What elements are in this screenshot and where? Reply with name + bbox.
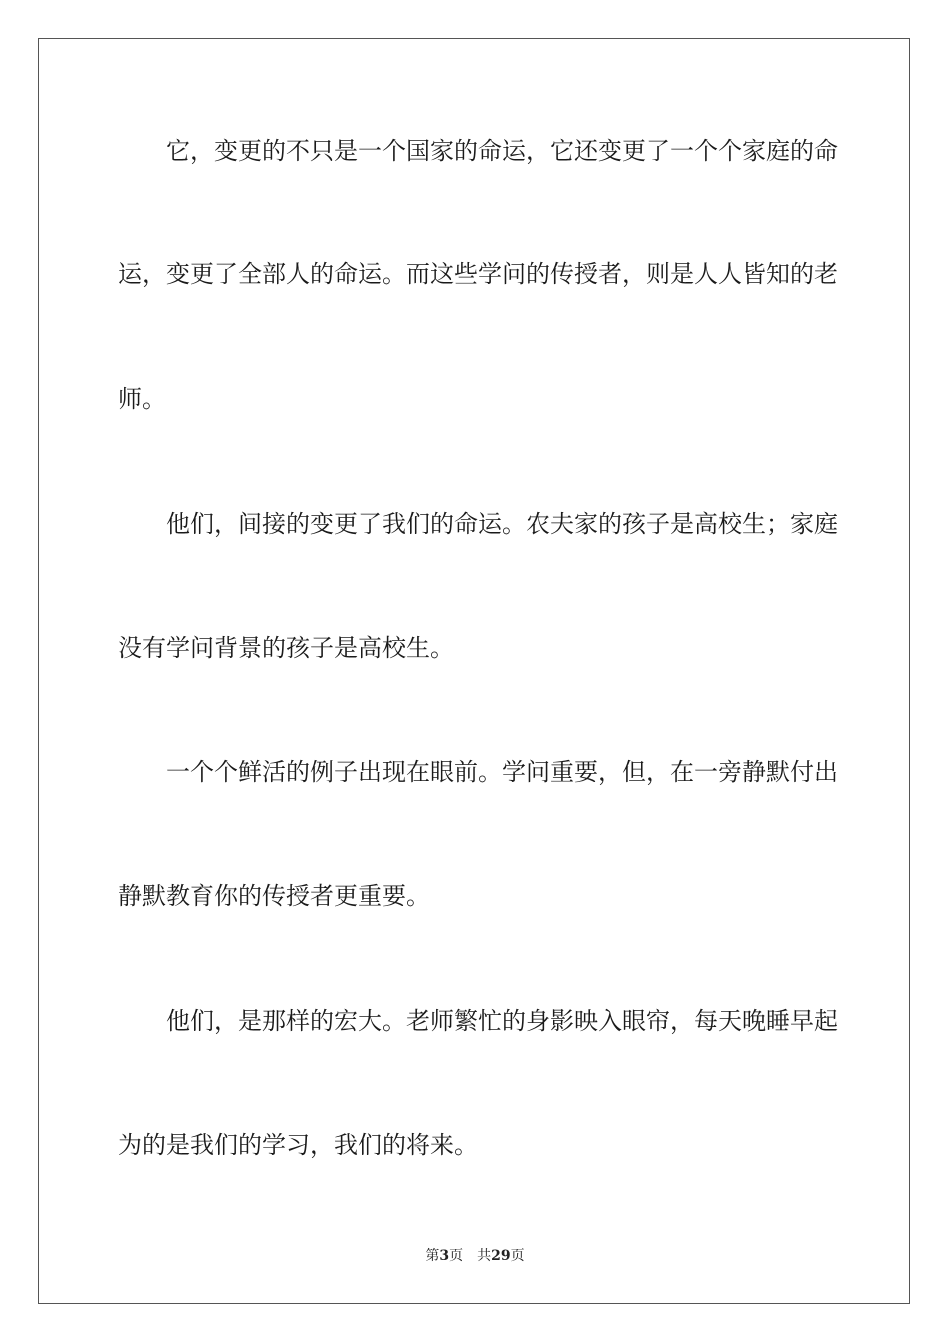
page-number-prefix: 第	[425, 1248, 440, 1264]
paragraph-3-line-2: 静默教育你的传授者更重要。	[118, 882, 430, 910]
page-footer	[0, 1246, 950, 1266]
page-total-count: 29	[491, 1248, 511, 1264]
paragraph-1-line-2: 运，变更了全部人的命运。而这些学问的传授者，则是人人皆知的老	[118, 260, 838, 288]
paragraph-4-line-1: 他们，是那样的宏大。老师繁忙的身影映入眼帘，每天晚睡早起	[166, 1007, 838, 1035]
page-border	[38, 38, 910, 1304]
paragraph-3-line-1: 一个个鲜活的例子出现在眼前。学问重要，但，在一旁静默付出	[166, 758, 838, 786]
page-number-suffix: 页	[449, 1248, 464, 1264]
paragraph-2-line-1: 他们，间接的变更了我们的命运。农夫家的孩子是高校生；家庭	[166, 510, 838, 538]
page-total-prefix: 共	[477, 1248, 492, 1264]
paragraph-2-line-2: 没有学问背景的孩子是高校生。	[118, 634, 454, 662]
paragraph-1-line-3: 师。	[118, 385, 166, 413]
page-number-current: 3	[439, 1248, 450, 1264]
page-total-suffix: 页	[510, 1248, 525, 1264]
paragraph-4-line-2: 为的是我们的学习，我们的将来。	[118, 1131, 478, 1159]
paragraph-1-line-1: 它，变更的不只是一个国家的命运，它还变更了一个个家庭的命	[166, 137, 838, 165]
